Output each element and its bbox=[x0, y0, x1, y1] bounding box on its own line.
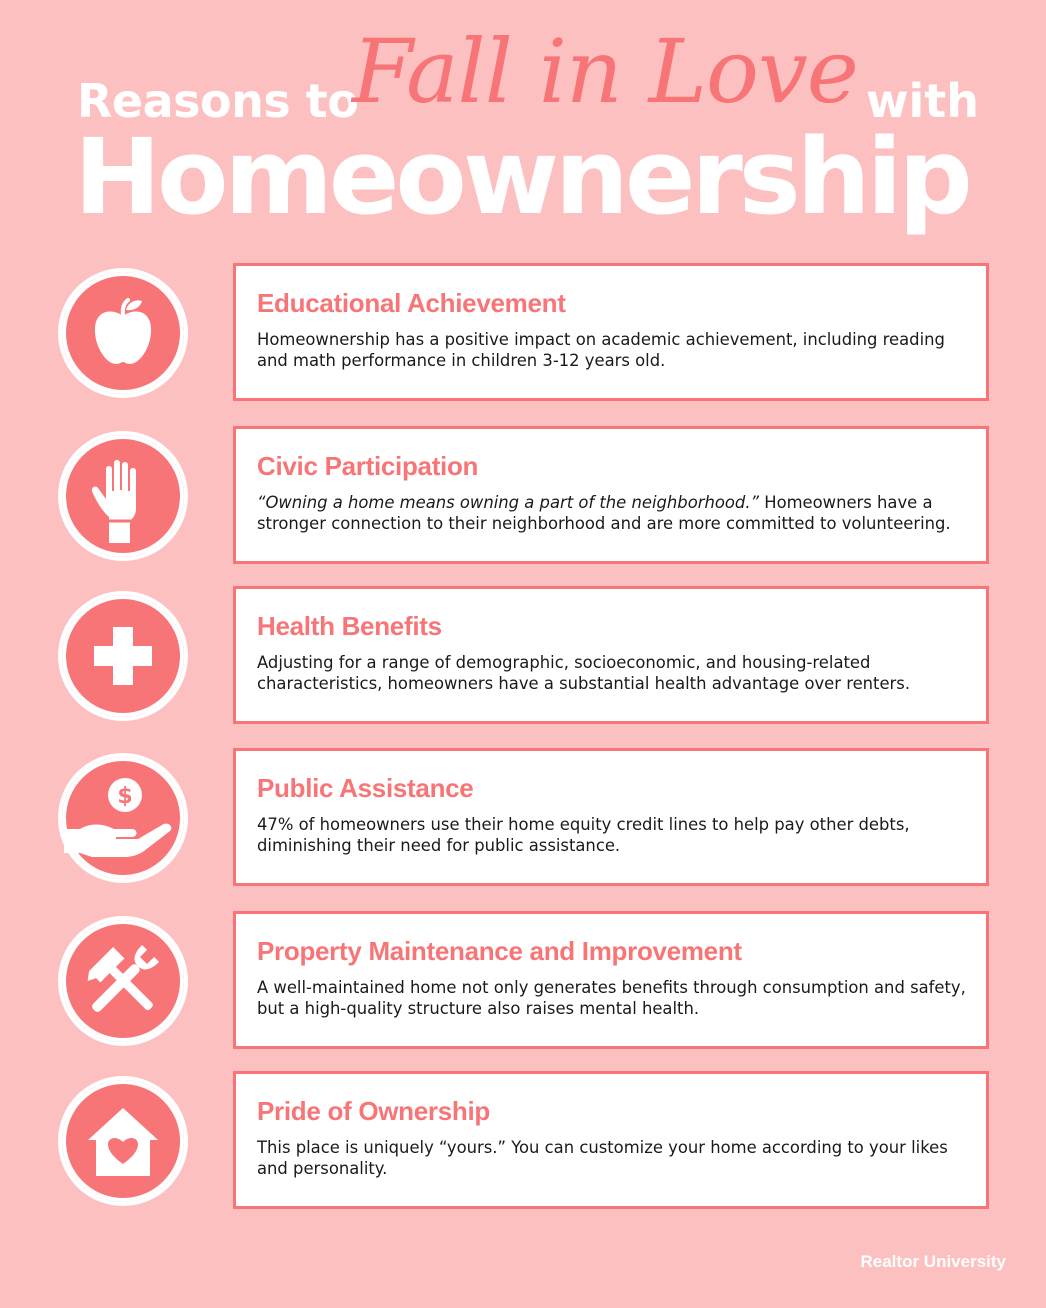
card-text-body: Homeownership has a positive impact on academic achievement, including reading and math performance in children 3-12 years old. bbox=[257, 330, 945, 370]
money-hand-icon bbox=[62, 757, 184, 879]
apple-icon bbox=[62, 272, 184, 394]
list-item bbox=[0, 911, 1046, 1051]
list-item bbox=[0, 263, 1046, 403]
list-item bbox=[0, 748, 1046, 888]
card-text-body: A well-maintained home not only generates benefits through consumption and safety, but a high-quality structure also raises mental health. bbox=[257, 978, 966, 1018]
card-text-body: Homeowners have a stronger connection to their neighborhood and are more committed to volunteering. bbox=[257, 493, 951, 533]
card-title: Public Assistance bbox=[257, 773, 474, 803]
reason-card bbox=[233, 586, 989, 724]
raised-hand-icon bbox=[62, 435, 184, 557]
card-title: Property Maintenance and Improvement bbox=[257, 936, 742, 966]
icon-circle bbox=[58, 591, 188, 721]
list-item bbox=[0, 1071, 1046, 1211]
house-heart-icon bbox=[62, 1080, 184, 1202]
icon-circle bbox=[58, 916, 188, 1046]
reason-card bbox=[233, 426, 989, 564]
title-reasons-to: Reasons to bbox=[77, 74, 359, 128]
card-text bbox=[257, 814, 966, 856]
card-text bbox=[257, 329, 966, 371]
card-text bbox=[257, 652, 966, 694]
title-homeownership: Homeownership bbox=[74, 116, 969, 238]
icon-circle bbox=[58, 753, 188, 883]
list-item bbox=[0, 586, 1046, 726]
list-item bbox=[0, 426, 1046, 566]
card-title: Health Benefits bbox=[257, 611, 442, 641]
reason-card bbox=[233, 748, 989, 886]
icon-circle bbox=[58, 1076, 188, 1206]
card-text-body: 47% of homeowners use their home equity credit lines to help pay other debts, diminishing their need for public assistance. bbox=[257, 815, 910, 855]
source-credit: Realtor University bbox=[860, 1252, 1006, 1271]
title-with: with bbox=[866, 74, 980, 128]
reason-card bbox=[233, 263, 989, 401]
card-text-body: This place is uniquely “yours.” You can customize your home according to your likes and personality. bbox=[257, 1138, 948, 1178]
card-title: Pride of Ownership bbox=[257, 1096, 490, 1126]
card-quote: “Owning a home means owning a part of the neighborhood.” bbox=[257, 493, 760, 512]
medical-cross-icon bbox=[62, 595, 184, 717]
title-fall-in-love: Fall in Love bbox=[352, 20, 858, 123]
card-text-body: Adjusting for a range of demographic, socioeconomic, and housing-related characteristics, homeowners have a substantial health advantage over renters. bbox=[257, 653, 911, 693]
reason-card bbox=[233, 1071, 989, 1209]
svg-text:$: $ bbox=[117, 784, 133, 809]
card-text bbox=[257, 977, 966, 1019]
card-text bbox=[257, 1137, 966, 1179]
hammer-wrench-icon bbox=[62, 920, 184, 1042]
icon-circle bbox=[58, 431, 188, 561]
reason-card bbox=[233, 911, 989, 1049]
card-title: Educational Achievement bbox=[257, 288, 566, 318]
icon-circle bbox=[58, 268, 188, 398]
card-text bbox=[257, 492, 966, 534]
card-title: Civic Participation bbox=[257, 451, 479, 481]
